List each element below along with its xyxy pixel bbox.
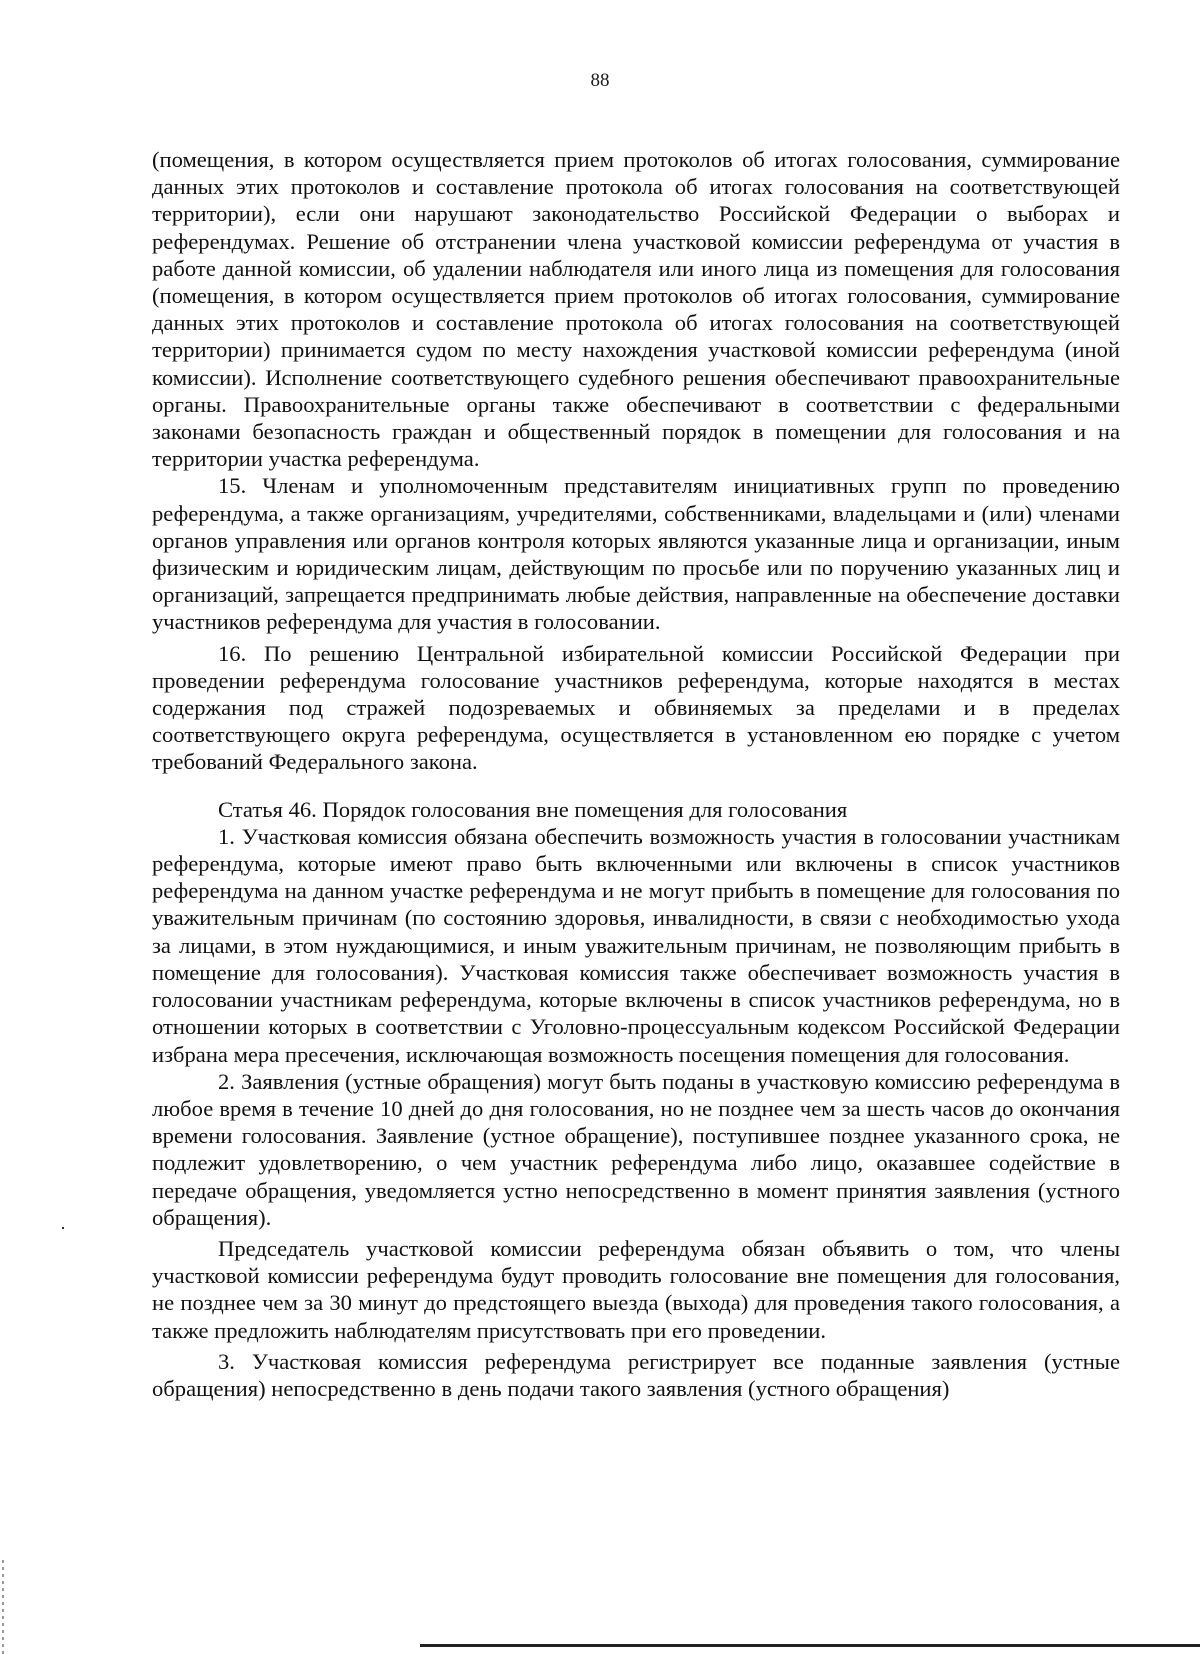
article-heading: Статья 46. Порядок голосования вне помещения для голосования <box>218 796 848 822</box>
scan-bottom-line <box>420 1644 1200 1647</box>
scan-edge-artifact <box>2 1560 4 1654</box>
paragraph-chairman: Председатель участковой комиссии референдума обязан объявить о том, что члены участковой комиссии референдума будут проводить голосование вне помещения для голосования, не позднее чем за 30 минут до предстоящего выезда (выхода) для проведения такого голосования, а также предложить наблюдателям присутствовать при его проведении. <box>152 1235 1120 1343</box>
page-number: 88 <box>590 70 610 91</box>
paragraph-item-16: 16. По решению Центральной избирательной комиссии Российской Федерации при проведении референдума голосование участников референдума, которые находятся в местах содержания под стражей подозреваемых и обвиняемых за пределами и в пределах соответствующего округа референдума, осуществляется в установленном ею порядке с учетом требований Федерального закона. <box>152 640 1120 775</box>
paragraph-article-46-item-2: 2. Заявления (устные обращения) могут быть поданы в участковую комиссию референдума в любое время в течение 10 дней до дня голосования, но не позднее чем за шесть часов до окончания времени голосования. Заявление (устное обращение), поступившее позднее указанного срока, не подлежит удовлетворению, о чем участник референдума либо лицо, оказавшее содействие в передаче обращения, уведомляется устно непосредственно в момент принятия заявления (устного обращения). <box>152 1068 1120 1230</box>
paragraph-continuation: (помещения, в котором осуществляется прием протоколов об итогах голосования, суммирование данных этих протоколов и составление протокола об итогах голосования на соответствующей территории), если они нарушают законодательство Российской Федерации о выборах и референдумах. Решение об отстранении члена участковой комиссии референдума от участия в работе данной комиссии, об удалении наблюдателя или иного лица из помещения для голосования (помещения, в котором осуществляется прием протоколов об итогах голосования, суммирование данных этих протоколов и составление протокола об итогах голосования на соответствующей территории) принимается судом по месту нахождения участковой комиссии референдума (иной комиссии). Исполнение соответствующего судебного решения обеспечивают правоохранительные органы. Правоохранительные органы также обеспечивают в соответствии с федеральными законами безопасность граждан и общественный порядок в помещении для голосования и на территории участка референдума. <box>152 147 1120 472</box>
scan-speck <box>62 1227 64 1229</box>
paragraph-article-46-item-1: 1. Участковая комиссия обязана обеспечить возможность участия в голосовании участникам референдума, которые имеют право быть включенными или включены в список участников референдума на данном участке референдума и не могут прибыть в помещение для голосования по уважительным причинам (по состоянию здоровья, инвалидности, в связи с необходимостью ухода за лицами, в этом нуждающимися, и иным уважительным причинам, не позволяющим прибыть в помещение для голосования). Участковая комиссия также обеспечивает возможность участия в голосовании участникам референдума, которые включены в список участников референдума, но в отношении которых в соответствии с Уголовно-процессуальным кодексом Российской Федерации избрана мера пресечения, исключающая возможность посещения помещения для голосования. <box>152 823 1120 1067</box>
paragraph-article-46-item-3: 3. Участковая комиссия референдума регистрирует все поданные заявления (устные обращения) непосредственно в день подачи такого заявления (устного обращения) <box>152 1348 1120 1401</box>
document-body <box>152 146 1120 1402</box>
paragraph-item-15: 15. Членам и уполномоченным представителям инициативных групп по проведению референдума, а также организациям, учредителями, собственниками, владельцами и (или) членами органов управления или органов контроля которых являются указанные лица и организации, иным физическим и юридическим лицам, действующим по просьбе или по поручению указанных лиц и организаций, запрещается предпринимать любые действия, направленные на обеспечение доставки участников референдума для участия в голосовании. <box>152 473 1120 635</box>
